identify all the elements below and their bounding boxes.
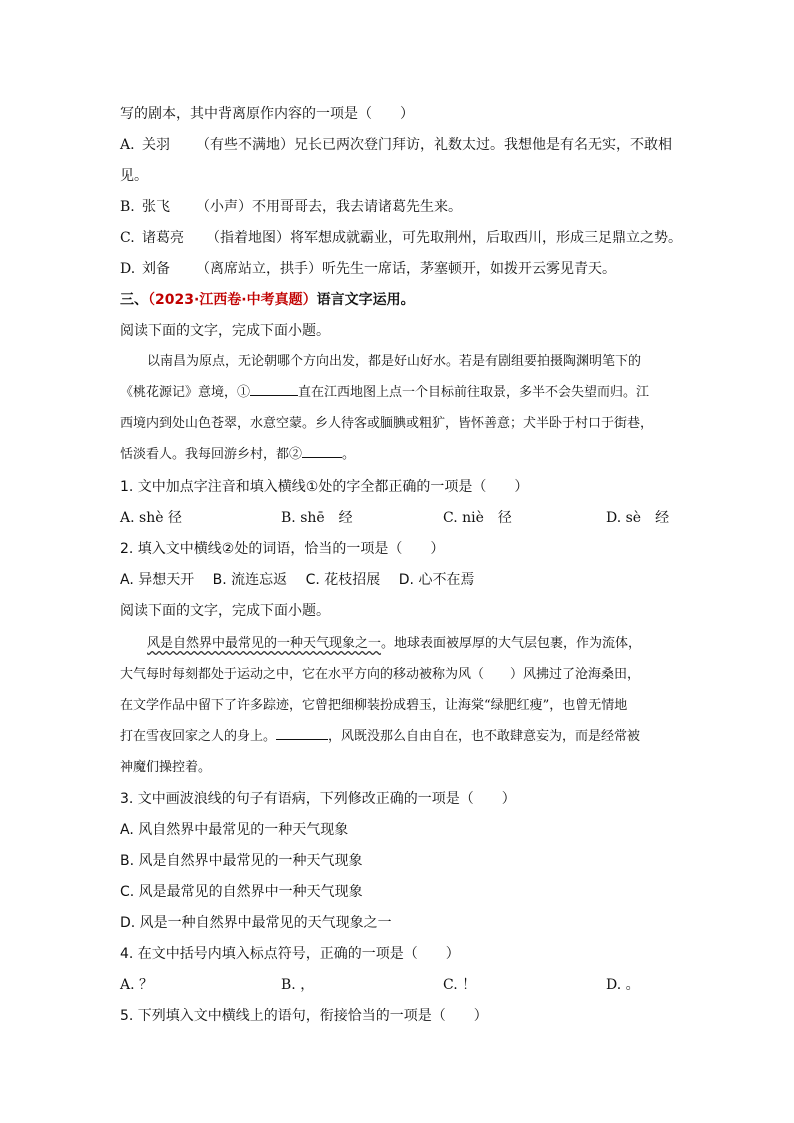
- passage-1-line-2a: 《桃花源记》意境，①: [120, 385, 251, 400]
- q3-option-d: D. 风是一种自然界中最常见的天气现象之一: [120, 915, 392, 931]
- option-c-text: （指着地图）将军想成就霸业，可先取荆州，后取西川，形成三足鼎立之势。: [206, 230, 682, 246]
- option-b-letter: B.: [120, 199, 135, 215]
- q2-options: A. 异想天开 B. 流连忘返 C. 花枝招展 D. 心不在焉: [120, 572, 475, 588]
- passage-1-line-4a: 恬淡看人。我每回游乡村，都②: [120, 447, 303, 462]
- q4-stem: 4. 在文中括号内填入标点符号，正确的一项是（ ）: [120, 946, 460, 962]
- option-c-name: 诸葛亮: [142, 230, 184, 246]
- option-d-letter: D.: [120, 261, 136, 277]
- section-topic: 语言文字运用。: [316, 292, 415, 308]
- passage-1-line-2: [120, 377, 676, 408]
- option-a-text: （有些不满地）兄长已两次登门拜访，礼数太过。我想他是有名无实，不敢相: [196, 137, 672, 153]
- passage-2: [120, 628, 676, 783]
- section-heading: [120, 290, 415, 310]
- passage-1-line-2b: 直在江西地图上点一个目标前往取景，多半不会失望而归。江: [298, 385, 650, 400]
- passage-2-line-4a: 打在雪夜回家之人的身上。: [120, 729, 277, 744]
- passage-2-line-4: [120, 721, 676, 752]
- option-a-letter: A.: [120, 137, 135, 153]
- passage-2-line-2b: ）风拂过了沧海桑田，: [510, 667, 641, 682]
- q2-stem: 2. 填入文中横线②处的词语，恰当的一项是（ ）: [120, 541, 445, 557]
- option-d-text: （离席站立，拱手）听先生一席话，茅塞顿开，如拨开云雾见青天。: [196, 261, 616, 277]
- passage-1: [120, 346, 676, 470]
- question-intro: 写的剧本，其中背离原作内容的一项是（ ）: [120, 106, 414, 122]
- wavy-underlined-sentence: 风是自然界中最常见的一种天气现象之一: [147, 636, 382, 651]
- passage-2-line-1: [120, 628, 676, 659]
- q1-option-c: C. niè 径: [443, 510, 512, 526]
- q3-option-c: C. 风是最常见的自然界中一种天气现象: [120, 884, 363, 900]
- q1-option-a: A. shè 径: [120, 510, 182, 526]
- passage-2-line-2: [120, 659, 676, 690]
- passage-2-line-5: 神魔们操控着。: [120, 760, 212, 775]
- option-c-letter: C.: [120, 230, 135, 246]
- option-d-name: 刘备: [142, 261, 170, 277]
- read-prompt-2: 阅读下面的文字，完成下面小题。: [120, 603, 330, 619]
- section-number: 三、: [120, 292, 148, 308]
- q3-stem: 3. 文中画波浪线的句子有语病，下列修改正确的一项是（ ）: [120, 791, 516, 807]
- option-a-name: 关羽: [142, 137, 170, 153]
- blank-2: [302, 443, 342, 458]
- q4-option-a: A. ？: [120, 977, 154, 993]
- q5-stem: 5. 下列填入文中横线上的语句，衔接恰当的一项是（ ）: [120, 1008, 488, 1024]
- q3-option-b: B. 风是自然界中最常见的一种天气现象: [120, 853, 363, 869]
- option-b-text: （小声）不用哥哥去，我去请诸葛先生来。: [196, 199, 462, 215]
- passage-2-line-2a: 大气每时每刻都处于运动之中，它在水平方向的移动被称为风（: [120, 667, 485, 682]
- blank-1: [250, 381, 298, 396]
- q3-option-a: A. 风自然界中最常见的一种天气现象: [120, 822, 349, 838]
- q4-option-b: B. ，: [281, 977, 315, 993]
- passage-1-line-1: 以南昌为原点，无论朝哪个方向出发，都是好山好水。若是有剧组要拍摄陶渊明笔下的: [147, 354, 642, 369]
- q4-option-d: D. 。: [606, 977, 640, 993]
- passage-2-line-4b: ，风既没那么自由自在，也不敢肆意妄为，而是经常被: [328, 729, 641, 744]
- q1-option-b: B. shē 经: [281, 510, 353, 526]
- passage-1-line-3: 西境内到处山色苍翠，水意空蒙。乡人待客或腼腆或粗犷，皆怀善意；犬半卧于村口于街巷，: [120, 416, 654, 431]
- q4-option-c: C. ！: [443, 977, 477, 993]
- q1-stem: 1. 文中加点字注音和填入横线①处的字全都正确的一项是（ ）: [120, 479, 529, 495]
- section-source: （2023·江西卷·中考真题）: [148, 292, 317, 308]
- option-a-continuation: 见。: [120, 168, 148, 184]
- read-prompt-1: 阅读下面的文字，完成下面小题。: [120, 323, 330, 339]
- passage-2-line-3: 在文学作品中留下了许多踪迹，它曾把细柳装扮成碧玉，让海棠“绿肥红瘦”，也曾无情地: [120, 698, 628, 713]
- q1-option-d: D. sè 经: [606, 510, 670, 526]
- passage-2-line-1-rest: 。地球表面被厚厚的大气层包裹，作为流体，: [381, 636, 642, 651]
- passage-1-line-4: [120, 439, 676, 470]
- blank-3: [276, 725, 328, 740]
- option-b-name: 张飞: [142, 199, 170, 215]
- passage-1-line-4b: 。: [342, 447, 356, 462]
